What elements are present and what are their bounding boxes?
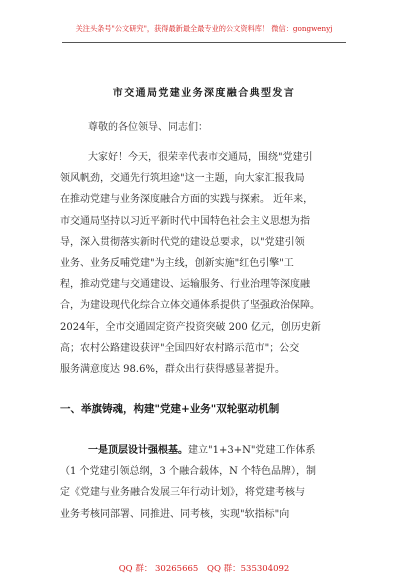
paragraph-line: 在推动党建与业务深度融合方面的实践与探索。 近年来， xyxy=(60,194,314,206)
section-heading: 一、举旗铸魂，构建"党建+业务"双轮驱动机制 xyxy=(60,403,280,415)
paragraph-line: 业务考核同部署、同推进、同考核，实现"软指标"向 xyxy=(60,508,290,520)
paragraph-line: 市交通局坚持以习近平新时代中国特色社会主义思想为指 xyxy=(60,215,310,227)
paragraph-line: 领风帆劲，交通先行筑坦途"这一主题，向大家汇报我局 xyxy=(60,173,305,185)
paragraph-line: 大家好！今天，很荣幸代表市交通局，围绕"党建引 xyxy=(88,152,313,163)
paragraph-line: 2024年，全市交通固定资产投资突破 200 亿元，创历史新 xyxy=(60,321,321,333)
paragraph-line: （1 个党建引领总纲，3 个融合载体，N 个特色品牌），制 xyxy=(60,466,317,478)
header-divider xyxy=(62,42,346,43)
paragraph-line: 定《党建与业务融合发展三年行动计划》，将党建考核与 xyxy=(60,487,305,499)
paragraph-line: 高；农村公路建设获评"全国四好农村路示范市"；公交 xyxy=(60,342,300,354)
paragraph-line: 合，为建设现代化综合立体交通体系提供了坚强政治保障。 xyxy=(60,300,320,312)
paragraph-lead: 一是顶层设计强根基。 xyxy=(88,445,188,456)
paragraph-line xyxy=(60,440,350,461)
paragraph-line: 导，深入贯彻落实新时代党的建设总要求，以"党建引领 xyxy=(60,236,305,248)
salutation: 尊敬的各位领导、同志们： xyxy=(88,122,208,133)
footer-qq-group-2: QQ 群：535304092 xyxy=(207,564,290,574)
document-title: 市交通局党建业务深度融合典型发言 xyxy=(112,88,296,99)
header-banner: 关注头条号"公文研究"，获得最新最全最专业的公文资料库！ 微信：gongwenyj xyxy=(75,24,333,33)
paragraph-line: 程，推动党建与交通建设、运输服务、行业治理等深度融 xyxy=(60,279,310,291)
footer-contact xyxy=(0,562,408,574)
paragraph-line-text: 建立"1+3+N"党建工作体系 xyxy=(188,445,316,456)
paragraph-line: 服务满意度达 98.6%，群众出行获得感显著提升。 xyxy=(60,363,285,375)
section-paragraph xyxy=(60,440,350,525)
footer-qq-group-1: QQ 群： 30265665 xyxy=(118,564,199,574)
paragraph-line: 业务、业务反哺党建"为主线，创新实施"红色引擎"工 xyxy=(60,257,294,269)
intro-paragraph xyxy=(60,147,350,380)
